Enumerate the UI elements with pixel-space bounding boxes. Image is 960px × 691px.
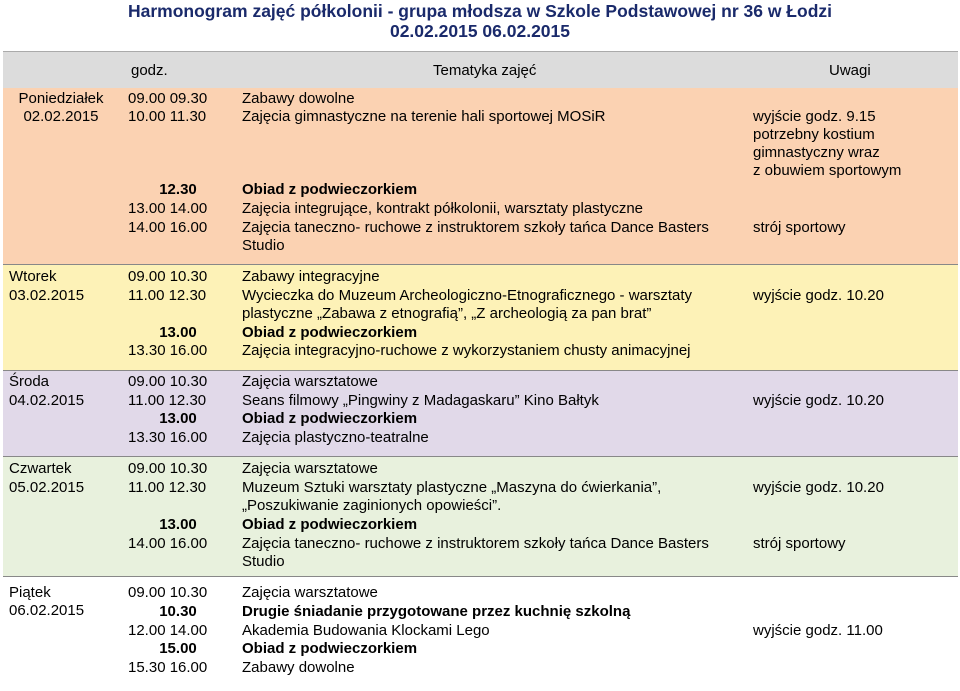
row-topic: Studio [242,553,285,570]
row-note: gimnastyczny wraz [753,144,880,161]
divider [3,264,958,265]
row-time: 09.00 09.30 [128,90,208,107]
row-time: 13.00 [159,410,197,427]
row-topic: Zajęcia warsztatowe [242,373,378,390]
row-topic: Zajęcia gimnastyczne na terenie hali sportowej MOSiR [242,108,606,125]
row-time: 11.00 12.30 [128,392,207,409]
row-topic: Zajęcia taneczno- ruchowe z instruktorem szkoły tańca Dance Basters [242,535,709,552]
row-topic: Zajęcia taneczno- ruchowe z instruktorem szkoły tańca Dance Basters [242,219,709,236]
row-time: 09.00 10.30 [128,373,208,390]
row-topic: Seans filmowy „Pingwiny z Madagaskaru” Kino Bałtyk [242,392,599,409]
row-note: z obuwiem sportowym [753,162,902,179]
title-line-2: 02.02.2015 06.02.2015 [389,21,571,41]
row-time: 12.00 14.00 [128,622,208,639]
row-topic: Wycieczka do Muzeum Archeologiczno-Etnograficznego - warsztaty [242,287,693,304]
day-name-thursday: Czwartek [9,460,72,477]
row-time: 12.30 [159,181,197,198]
header-topic: Tematyka zajęć [433,62,537,79]
row-time: 13.30 16.00 [128,429,208,446]
day-date-tuesday: 03.02.2015 [9,287,85,304]
table-header [3,51,958,90]
divider [3,370,958,371]
title-line-1: Harmonogram zajęć półkolonii - grupa młodsza w Szkole Podstawowej nr 36 w Łodzi [127,1,832,21]
row-topic: Drugie śniadanie przygotowane przez kuchnię szkolną [242,603,631,620]
row-note: potrzebny kostium [753,126,875,143]
row-note: strój sportowy [753,219,846,236]
row-topic: Zabawy dowolne [242,90,355,107]
row-topic: plastyczne „Zabawa z etnografią”, „Z archeologią za pan brat” [242,305,652,322]
day-name-tuesday: Wtorek [9,268,57,285]
row-time: 14.00 16.00 [128,219,208,236]
row-topic: Zajęcia plastyczno-teatralne [242,429,429,446]
day-name-friday: Piątek [9,584,51,601]
day-date-monday: 02.02.2015 [23,108,99,125]
row-topic: Obiad z podwieczorkiem [242,410,418,427]
row-time: 13.00 [159,324,197,341]
row-time: 11.00 12.30 [128,287,207,304]
row-topic: Studio [242,237,285,254]
row-topic: Zajęcia warsztatowe [242,584,378,601]
row-time: 09.00 10.30 [128,460,208,477]
row-note: wyjście godz. 10.20 [753,287,884,304]
day-date-wednesday: 04.02.2015 [9,392,85,409]
header-time: godz. [131,62,168,79]
row-time: 10.00 11.30 [128,108,207,125]
row-time: 15.30 16.00 [128,659,208,676]
header-notes: Uwagi [829,62,871,79]
row-note: wyjście godz. 9.15 [753,108,876,125]
row-time: 10.30 [159,603,197,620]
divider [3,576,958,577]
row-note: wyjście godz. 10.20 [753,392,884,409]
row-topic: Zajęcia warsztatowe [242,460,378,477]
row-note: wyjście godz. 11.00 [753,622,883,639]
row-topic: Obiad z podwieczorkiem [242,640,418,657]
row-topic: Obiad z podwieczorkiem [242,516,418,533]
row-topic: Zabawy integracyjne [242,268,380,285]
row-time: 13.30 16.00 [128,342,208,359]
row-topic: Obiad z podwieczorkiem [242,324,418,341]
row-topic: „Poszukiwanie zaginionych opowieści”. [242,497,502,514]
row-topic: Muzeum Sztuki warsztaty plastyczne „Maszyna do ćwierkania”, [242,479,662,496]
day-date-friday: 06.02.2015 [9,602,85,619]
row-topic: Zajęcia integracyjno-ruchowe z wykorzystaniem chusty animacyjnej [242,342,691,359]
day-name-wednesday: Środa [9,373,50,390]
day-name-monday: Poniedziałek [18,90,104,107]
row-topic: Zajęcia integrujące, kontrakt półkolonii, warsztaty plastyczne [242,200,644,217]
row-time: 11.00 12.30 [128,479,207,496]
row-note: strój sportowy [753,535,846,552]
row-time: 13.00 14.00 [128,200,208,217]
row-time: 13.00 [159,516,197,533]
row-topic: Zabawy dowolne [242,659,355,676]
row-time: 09.00 10.30 [128,584,208,601]
day-date-thursday: 05.02.2015 [9,479,85,496]
row-note: wyjście godz. 10.20 [753,479,884,496]
row-time: 14.00 16.00 [128,535,208,552]
row-topic: Akademia Budowania Klockami Lego [242,622,490,639]
row-topic: Obiad z podwieczorkiem [242,181,418,198]
row-time: 15.00 [159,640,197,657]
divider [3,456,958,457]
row-time: 09.00 10.30 [128,268,208,285]
